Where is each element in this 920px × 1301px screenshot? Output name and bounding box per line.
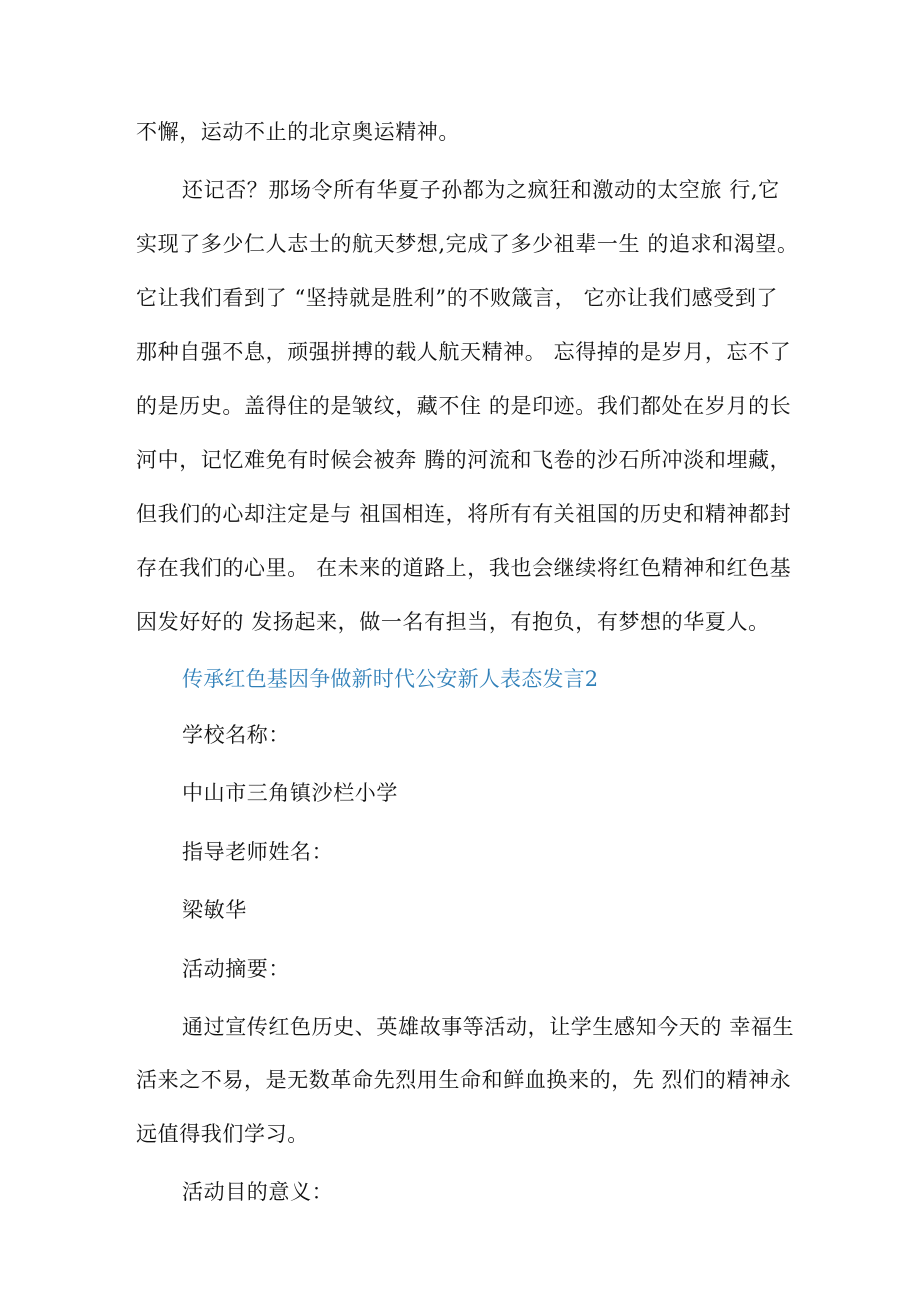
summary-line-1: 通过宣传红色历史、英雄故事等活动，让学生感知今天的 幸福生 [182, 1015, 795, 1039]
summary-line-2: 活来之不易，是无数革命先烈用生命和鲜血换来的，先 烈们的精神永 [136, 1068, 792, 1092]
teacher-name-value: 梁敏华 [182, 898, 247, 922]
paragraph-2-line-1: 还记否？那场令所有华夏子孙都为之疯狂和激动的太空旅 行,它 [182, 178, 780, 202]
paragraph-2-line-9: 因发好好的 发扬起来，做一名有担当，有抱负，有梦想的华夏人。 [136, 610, 770, 634]
paragraph-2-line-5: 的是历史。盖得住的是皱纹，藏不住 的是印迹。我们都处在岁月的长 [136, 394, 792, 418]
paragraph-2-line-2: 实现了多少仁人志士的航天梦想,完成了多少祖辈一生 的追求和渴望。 [136, 232, 799, 256]
section-heading: 传承红色基因争做新时代公安新人表态发言2 [182, 667, 599, 691]
paragraph-2-line-6: 河中，记忆难免有时候会被奔 腾的河流和飞卷的沙石所冲淡和埋藏， [136, 448, 792, 472]
activity-purpose-label: 活动目的意义： [182, 1180, 334, 1204]
paragraph-2-line-8: 存在我们的心里。 在未来的道路上，我也会继续将红色精神和红色基 [136, 556, 792, 580]
teacher-name-label: 指导老师姓名： [182, 840, 334, 864]
paragraph-2-line-3: 它让我们看到了 “坚持就是胜利”的不败箴言， 它亦让我们感受到了 [136, 286, 779, 310]
summary-line-3: 远值得我们学习。 [136, 1122, 309, 1146]
paragraph-2-line-4: 那种自强不息，顽强拼搏的载人航天精神。 忘得掉的是岁月，忘不了 [136, 340, 792, 364]
paragraph-1-line-1: 不懈，运动不止的北京奥运精神。 [136, 120, 460, 144]
paragraph-2-line-7: 但我们的心却注定是与 祖国相连，将所有有关祖国的历史和精神都封 [136, 502, 792, 526]
school-name-value: 中山市三角镇沙栏小学 [182, 781, 398, 805]
activity-summary-label: 活动摘要： [182, 957, 290, 981]
school-name-label: 学校名称： [182, 723, 290, 747]
